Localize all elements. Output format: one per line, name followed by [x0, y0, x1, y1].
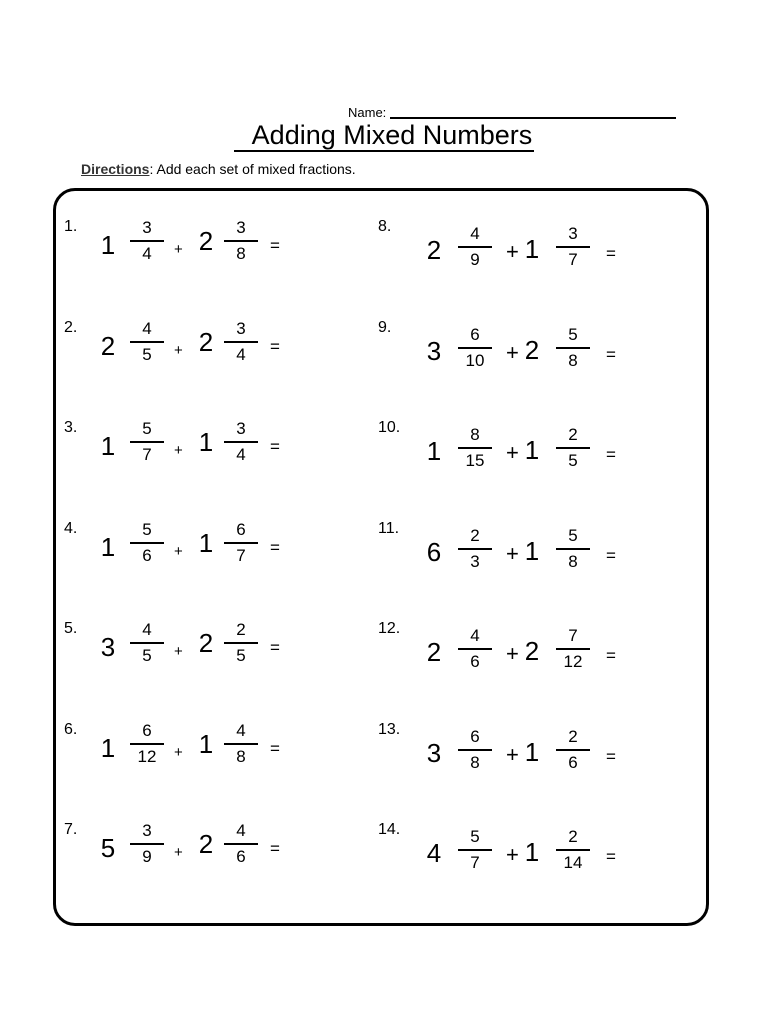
numerator: 6: [236, 519, 246, 539]
numerator: 2: [470, 525, 480, 545]
worksheet-title: Adding Mixed Numbers: [234, 121, 535, 152]
equals-sign: =: [606, 545, 616, 565]
denominator: 4: [236, 445, 246, 464]
denominator: 6: [568, 752, 578, 772]
plus-sign: +: [174, 542, 183, 560]
problem-number: 7.: [64, 821, 78, 838]
numerator: 8: [470, 425, 480, 444]
problem-2: [64, 319, 364, 391]
denominator: 8: [236, 746, 246, 766]
whole-number: 1: [426, 436, 442, 466]
numerator: 3: [142, 821, 152, 840]
denominator: 4: [142, 244, 152, 263]
whole-number: 2: [524, 334, 540, 365]
denominator: 15: [465, 451, 485, 470]
problem-7: [64, 821, 364, 893]
whole-number: 1: [198, 728, 214, 759]
fraction-bar: [556, 548, 590, 550]
equals-sign: =: [270, 236, 280, 255]
problem-13: [378, 721, 678, 793]
plus-sign: +: [506, 339, 519, 365]
fraction-bar: [556, 749, 590, 751]
problem-number: 3.: [64, 419, 78, 436]
fraction: [130, 620, 164, 666]
plus-sign: +: [506, 641, 519, 666]
denominator: 6: [470, 652, 480, 671]
problem-6: [64, 721, 364, 793]
whole-number: 1: [198, 427, 214, 457]
numerator: 5: [568, 324, 578, 344]
equals-sign: =: [270, 738, 280, 758]
problem-9: [378, 319, 678, 391]
fraction: [130, 821, 164, 867]
fraction-bar: [458, 347, 492, 349]
whole-number: 2: [198, 226, 214, 256]
fraction: [130, 218, 164, 264]
numerator: 6: [142, 720, 152, 740]
denominator: 5: [568, 451, 578, 470]
whole-number: 1: [524, 535, 540, 566]
problem-3: [64, 419, 364, 491]
numerator: 3: [236, 218, 246, 237]
problem-8: [378, 218, 678, 290]
numerator: 4: [142, 620, 152, 639]
problem-12: [378, 620, 678, 692]
equals-sign: =: [270, 437, 280, 456]
whole-number: 1: [524, 435, 540, 465]
fraction: [556, 425, 590, 471]
denominator: 14: [563, 853, 583, 872]
fraction: [224, 319, 258, 365]
denominator: 12: [563, 652, 583, 671]
numerator: 3: [236, 318, 246, 338]
fraction-bar: [130, 441, 164, 443]
problem-number: 10.: [378, 419, 401, 436]
denominator: 5: [236, 646, 246, 665]
fraction-bar: [224, 542, 258, 544]
denominator: 7: [236, 545, 246, 565]
numerator: 2: [568, 726, 578, 746]
problem-number: 6.: [64, 720, 78, 738]
numerator: 3: [568, 224, 578, 243]
fraction: [224, 419, 258, 465]
whole-number: 1: [198, 527, 214, 558]
equals-sign: =: [606, 746, 616, 766]
fraction-bar: [556, 246, 590, 248]
fraction-bar: [130, 240, 164, 242]
plus-sign: +: [174, 743, 183, 761]
whole-number: 5: [100, 833, 116, 863]
whole-number: 1: [100, 531, 116, 562]
fraction-bar: [224, 743, 258, 745]
directions: [81, 160, 356, 178]
numerator: 4: [470, 626, 480, 645]
plus-sign: +: [506, 440, 519, 465]
plus-sign: +: [174, 442, 183, 459]
fraction: [556, 526, 590, 572]
whole-number: 2: [198, 829, 214, 859]
problem-number: 8.: [378, 218, 392, 235]
fraction-bar: [458, 548, 492, 550]
numerator: 5: [142, 419, 152, 438]
plus-sign: +: [174, 341, 183, 359]
name-label: Name:: [348, 105, 387, 120]
fraction: [458, 626, 492, 672]
plus-sign: +: [506, 540, 519, 566]
denominator: 8: [470, 752, 480, 772]
problem-number: 11.: [378, 519, 400, 537]
directions-label: Directions: [81, 161, 150, 177]
fraction: [458, 727, 492, 773]
whole-number: 1: [524, 837, 540, 867]
fraction-bar: [458, 749, 492, 751]
fraction: [130, 520, 164, 566]
plus-sign: +: [174, 643, 183, 660]
denominator: 4: [236, 344, 246, 364]
whole-number: 3: [426, 737, 442, 768]
equals-sign: =: [606, 847, 616, 866]
denominator: 7: [470, 853, 480, 872]
whole-number: 1: [524, 234, 540, 264]
denominator: 10: [465, 350, 485, 370]
fraction-bar: [130, 542, 164, 544]
whole-number: 2: [100, 330, 116, 361]
fraction-bar: [458, 648, 492, 650]
plus-sign: +: [174, 844, 183, 861]
numerator: 2: [568, 425, 578, 444]
fraction: [458, 325, 492, 371]
problem-14: [378, 821, 678, 893]
problem-number: 4.: [64, 519, 78, 537]
fraction: [458, 425, 492, 471]
problem-number: 9.: [378, 318, 392, 336]
denominator: 3: [470, 551, 480, 571]
fraction-bar: [224, 843, 258, 845]
denominator: 12: [137, 746, 157, 766]
whole-number: 1: [100, 732, 116, 763]
fraction: [224, 520, 258, 566]
whole-number: 2: [524, 636, 540, 666]
equals-sign: =: [270, 537, 280, 557]
fraction: [458, 526, 492, 572]
fraction-bar: [556, 447, 590, 449]
equals-sign: =: [270, 839, 280, 858]
whole-number: 2: [426, 637, 442, 667]
fraction-bar: [130, 341, 164, 343]
problem-1: [64, 218, 364, 290]
fraction-bar: [130, 743, 164, 745]
problem-5: [64, 620, 364, 692]
denominator: 7: [568, 250, 578, 269]
denominator: 6: [142, 545, 152, 565]
whole-number: 3: [100, 632, 116, 662]
fraction-bar: [458, 849, 492, 851]
whole-number: 2: [198, 326, 214, 357]
whole-number: 3: [426, 335, 442, 366]
equals-sign: =: [606, 646, 616, 665]
denominator: 7: [142, 445, 152, 464]
numerator: 5: [568, 525, 578, 545]
denominator: 8: [568, 551, 578, 571]
fraction: [224, 821, 258, 867]
whole-number: 2: [426, 235, 442, 265]
numerator: 3: [236, 419, 246, 438]
fraction: [458, 224, 492, 270]
problem-number: 13.: [378, 720, 401, 738]
fraction-bar: [224, 240, 258, 242]
numerator: 4: [470, 224, 480, 243]
numerator: 5: [470, 827, 480, 846]
numerator: 7: [568, 626, 578, 645]
equals-sign: =: [606, 344, 616, 364]
fraction-bar: [458, 246, 492, 248]
problem-10: [378, 419, 678, 491]
whole-number: 2: [198, 628, 214, 658]
fraction: [224, 620, 258, 666]
worksheet-title-wrap: [0, 116, 768, 154]
whole-number: 1: [524, 736, 540, 767]
fraction-bar: [556, 347, 590, 349]
directions-text: : Add each set of mixed fractions.: [149, 161, 356, 177]
numerator: 4: [236, 821, 246, 840]
problem-number: 12.: [378, 620, 401, 637]
problem-number: 1.: [64, 218, 78, 235]
numerator: 2: [236, 620, 246, 639]
equals-sign: =: [270, 336, 280, 356]
numerator: 4: [236, 720, 246, 740]
numerator: 4: [142, 318, 152, 338]
fraction-bar: [224, 341, 258, 343]
fraction: [556, 827, 590, 873]
fraction-bar: [224, 441, 258, 443]
denominator: 8: [236, 244, 246, 263]
fraction: [556, 727, 590, 773]
numerator: 2: [568, 827, 578, 846]
problem-number: 5.: [64, 620, 78, 637]
numerator: 5: [142, 519, 152, 539]
equals-sign: =: [606, 445, 616, 464]
plus-sign: +: [174, 241, 183, 258]
fraction: [130, 721, 164, 767]
fraction: [556, 224, 590, 270]
whole-number: 4: [426, 838, 442, 868]
numerator: 3: [142, 218, 152, 237]
fraction-bar: [556, 648, 590, 650]
fraction: [458, 827, 492, 873]
problem-4: [64, 520, 364, 592]
problems-box: [53, 188, 709, 926]
fraction-bar: [224, 642, 258, 644]
fraction-bar: [458, 447, 492, 449]
denominator: 8: [568, 350, 578, 370]
plus-sign: +: [506, 239, 519, 264]
equals-sign: =: [270, 638, 280, 657]
fraction: [224, 218, 258, 264]
plus-sign: +: [506, 842, 519, 867]
denominator: 5: [142, 344, 152, 364]
fraction-bar: [130, 642, 164, 644]
fraction: [130, 319, 164, 365]
fraction: [556, 325, 590, 371]
denominator: 5: [142, 646, 152, 665]
fraction: [224, 721, 258, 767]
denominator: 6: [236, 847, 246, 866]
fraction: [130, 419, 164, 465]
problem-11: [378, 520, 678, 592]
problem-number: 2.: [64, 318, 78, 336]
numerator: 6: [470, 726, 480, 746]
whole-number: 6: [426, 536, 442, 567]
plus-sign: +: [506, 741, 519, 767]
denominator: 9: [470, 250, 480, 269]
numerator: 6: [470, 324, 480, 344]
fraction-bar: [556, 849, 590, 851]
whole-number: 1: [100, 230, 116, 260]
fraction-bar: [130, 843, 164, 845]
problem-number: 14.: [378, 821, 401, 838]
equals-sign: =: [606, 244, 616, 263]
fraction: [556, 626, 590, 672]
denominator: 9: [142, 847, 152, 866]
whole-number: 1: [100, 431, 116, 461]
